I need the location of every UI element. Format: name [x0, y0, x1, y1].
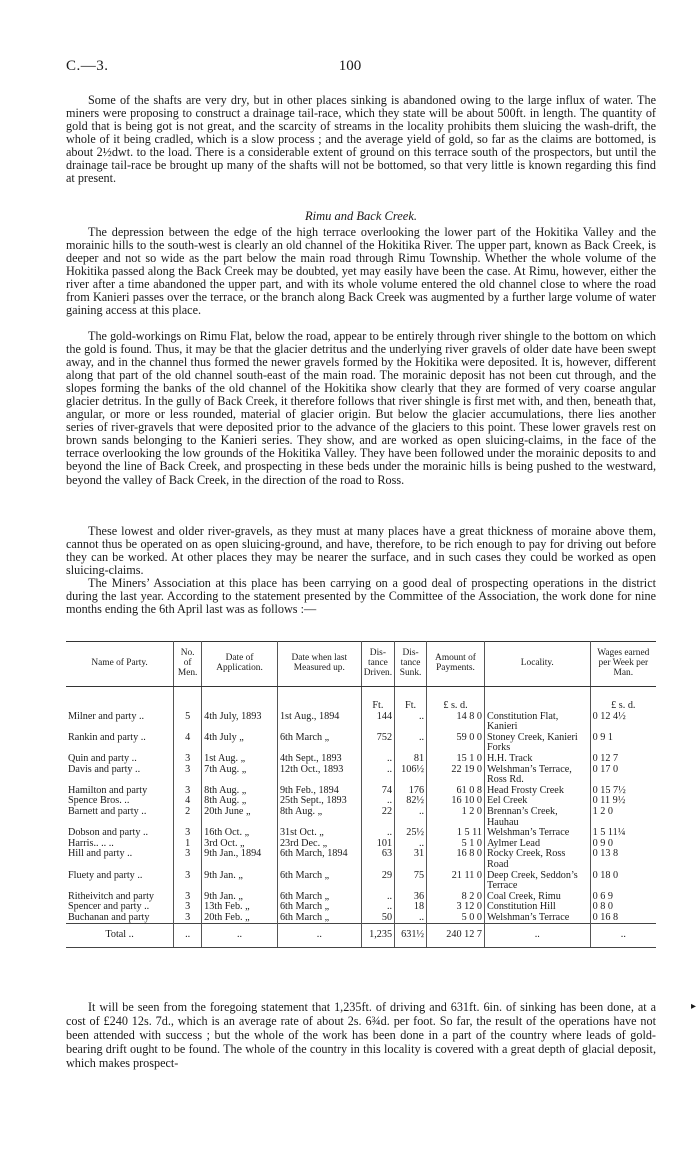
cell-name: Spencer and party ..: [66, 902, 174, 913]
cell-men: 3: [174, 828, 202, 839]
cell-sunk: 25½: [395, 828, 427, 839]
cell-wages: 0 15 7½: [592, 784, 626, 796]
cell-locality: Constitution Hill: [484, 902, 590, 913]
cell-payments: 22 19 0: [427, 765, 485, 786]
total-men: ..: [174, 924, 202, 948]
cell-payments: 21 11 0: [427, 871, 485, 892]
paragraph-conclusion: [66, 1000, 656, 1070]
paragraph-text: It will be seen from the foregoing statement that 1,235ft. of driving and 631ft. 6in. of sinking has been done, at a cost of £240 12s. 7d., which is an average rate of about 2s. 6¾d. per foot. So far, the result of the operations have not been attended with success ; but the whole of the work has been done in a part of the country where leads of gold-bearing drift ought to be found. The whole of the country in this locality is covered with a great depth of glacial deposit, which makes prospect-: [66, 1000, 656, 1071]
paragraph-text: Some of the shafts are very dry, but in other places sinking is abandoned owing to the large influx of water. The miners were proposing to construct a drainage tail-race, which they state will be about 500ft. in length. The quantity of gold that is being got is not great, and the scarcity of streams in the locality prohibits them sluicing the wash-drift, the whole of it being cradled, which is a slow process ; and the average yield of gold, so far as the claims are bottomed, is about 2½dwt. to the load. There is a considerable extent of ground on this terrace south of the prospectors, but until the drainage tail-race be brought up many of the shafts will not be bottomed, so that very little is known regarding this find at present.: [66, 93, 656, 186]
paragraph-text: The gold-workings on Rimu Flat, below the road, appear to be entirely through river shingle to the bottom on which the gold is found. Thus, it may be that the glacier detritus and the underlying river gravels of older date have been swept away, and in the channel thus formed the newer gravels formed by the Hokitika were deposited. It is, however, different along that part of the old channel south-east of the main road. The morainic deposit has not been cut through, and the slopes forming the banks of the old channel of the Hokitika show clearly that they are formed of very coarse angular glacier detritus. In the gully of Back Creek, it therefore follows that river shingle is first met with, and then, beneath that, angular, or more or less rounded, material of glacier origin. But below the glacier accumulations, there lies another series of river-gravels that were deposited prior to the advance of the glaciers to this point. These lower gravels rest on brown sands belonging to the Kanieri series. They show, and are worked as open sluicing-claims, in the face of the terrace overlooking the low grounds of the Hokitika Valley. They have been followed under the morainic deposits to and beyond the line of Back Creek, and prospecting in these beds under the morainic hills is being pushed to the westward, beyond the valley of Back Creek, in the direction of the road to Ross.: [66, 329, 656, 487]
cell-sunk: ..: [395, 712, 427, 733]
total-wages: ..: [590, 924, 656, 948]
cell-wages: 1 5 11¼: [592, 827, 626, 839]
cell-payments: 14 8 0: [427, 712, 485, 733]
cell-payments: 16 8 0: [427, 849, 485, 870]
cell-date-measured: 6th March „: [277, 902, 361, 913]
total-sunk: 631½: [395, 924, 427, 948]
total-label: Total ..: [66, 924, 174, 948]
total-row: [66, 924, 656, 948]
unit-payments: £ s. d.: [427, 687, 485, 712]
cell-name: Milner and party ..: [66, 712, 174, 733]
cell-date-measured: 6th March „: [277, 913, 361, 924]
table-row: [66, 892, 656, 903]
cell-date-app: 13th Feb. „: [202, 902, 278, 913]
cell-men: 3: [174, 754, 202, 765]
cell-men: 3: [174, 892, 202, 903]
cell-locality: Coal Creek, Rimu: [484, 892, 590, 903]
cell-wages: 0 17 0: [592, 763, 619, 775]
cell-locality: Head Frosty Creek: [484, 786, 590, 797]
paragraph-text: These lowest and older river-gravels, as they must at many places have a great thickness of moraine above them, cannot thus be operated on as open sluicing-ground, and have, therefore, to be rich enough to pay for driving out before they can be worked. At other places they may be nearer the surface, and in such cases they could be worked as open sluicing-claims.: [66, 524, 656, 578]
cell-date-measured: 6th March „: [277, 733, 361, 754]
prospecting-table: [66, 641, 656, 948]
cell-driven: ..: [361, 765, 394, 786]
cell-date-measured: 23rd Dec. „: [277, 839, 361, 850]
cell-payments: 61 0 8: [427, 786, 485, 797]
cell-locality: Eel Creek: [484, 796, 590, 807]
col-header-driven: Dis- tance Driven.: [361, 642, 394, 687]
cell-locality: H.H. Track: [484, 754, 590, 765]
cell-driven: 144: [361, 712, 394, 733]
cell-wages: 0 18 0: [592, 869, 619, 881]
cell-date-measured: 25th Sept., 1893: [277, 796, 361, 807]
paragraph-text: The depression between the edge of the high terrace overlooking the lower part of the Hokitika Valley and the morainic hills to the south-west is clearly an old channel of the Hokitika River. The upper part, known as Back Creek, is deeper and not so wide as the part below the main road through Rimu Township. Whether the whole volume of the Hokitika passed along the Back Creek may be doubted, yet may easily have been the case. At Rimu, however, either the river after a time abandoned the upper part, and with its whole volume entered the old channel close to where the road from Kanieri passes over the terrace, or the branch along Back Creek was augmented by a further large volume of water gaining access at this place.: [66, 225, 656, 318]
unit-driven: Ft.: [361, 687, 394, 712]
cell-men: 3: [174, 765, 202, 786]
col-header-name: Name of Party.: [66, 642, 174, 687]
cell-locality: Welshman’s Terrace: [484, 828, 590, 839]
total-date-application: ..: [202, 924, 278, 948]
paragraph-depression: [66, 226, 656, 317]
units-row: [66, 687, 656, 712]
cell-sunk: ..: [395, 807, 427, 828]
cell-sunk: 18: [395, 902, 427, 913]
cell-payments: 5 0 0: [427, 913, 485, 924]
cell-date-app: 3rd Oct. „: [202, 839, 278, 850]
col-header-payments: Amount of Payments.: [427, 642, 485, 687]
cell-payments: 16 10 0: [427, 796, 485, 807]
unit-sunk: Ft.: [395, 687, 427, 712]
cell-date-app: 4th July, 1893: [202, 712, 278, 733]
cell-name: Buchanan and party: [66, 913, 174, 924]
cell-locality: Deep Creek, Seddon’s Terrace: [484, 871, 590, 892]
cell-payments: 3 12 0: [427, 902, 485, 913]
table-row: [66, 796, 656, 807]
total-payments: 240 12 7: [427, 924, 485, 948]
cell-men: 4: [174, 733, 202, 754]
total-driven: 1,235: [361, 924, 394, 948]
table-row: [66, 913, 656, 924]
cell-payments: 1 2 0: [427, 807, 485, 828]
cell-date-measured: 1st Aug., 1894: [277, 712, 361, 733]
cell-date-measured: 6th March „: [277, 871, 361, 892]
cell-men: 3: [174, 871, 202, 892]
cell-driven: 22: [361, 807, 394, 828]
paragraph-text: The Miners’ Association at this place has been carrying on a good deal of prospecting operations in the district during the last year. According to the statement presented by the Committee of the Association, the work done for nine months ending the 6th April last was as follows :—: [66, 576, 656, 617]
table-row: [66, 712, 656, 733]
col-header-date-measured: Date when last Measured up.: [277, 642, 361, 687]
cell-name: Quin and party ..: [66, 754, 174, 765]
cell-name: Davis and party ..: [66, 765, 174, 786]
cell-date-app: 8th Aug. „: [202, 786, 278, 797]
cell-locality: Brennan’s Creek, Hauhau: [484, 807, 590, 828]
cell-sunk: 75: [395, 871, 427, 892]
cell-men: 4: [174, 796, 202, 807]
cell-wages: 0 16 8: [592, 911, 619, 923]
cell-men: 3: [174, 786, 202, 797]
cell-name: Dobson and party ..: [66, 828, 174, 839]
cell-wages: 0 12 7: [592, 752, 619, 764]
cell-sunk: 106½: [395, 765, 427, 786]
table-row: [66, 733, 656, 754]
cell-driven: 752: [361, 733, 394, 754]
cell-wages: 0 11 9½: [592, 795, 626, 807]
cell-payments: 8 2 0: [427, 892, 485, 903]
cell-sunk: ..: [395, 733, 427, 754]
cell-wages: 0 12 4½: [592, 710, 626, 722]
table-row: [66, 807, 656, 828]
cell-wages: 0 13 8: [592, 848, 619, 860]
cell-payments: 5 1 0: [427, 839, 485, 850]
cell-sunk: 31: [395, 849, 427, 870]
cell-locality: Rocky Creek, Ross Road: [484, 849, 590, 870]
cell-name: Barnett and party ..: [66, 807, 174, 828]
table-row: [66, 849, 656, 870]
cell-date-measured: 9th Feb., 1894: [277, 786, 361, 797]
paragraph-river-gravels: [66, 525, 656, 577]
paragraph-miners-association: [66, 577, 656, 616]
cell-men: 5: [174, 712, 202, 733]
cell-locality: Welshman’s Terrace, Ross Rd.: [484, 765, 590, 786]
cell-name: Hill and party ..: [66, 849, 174, 870]
cell-date-measured: 31st Oct. „: [277, 828, 361, 839]
cell-date-app: 16th Oct. „: [202, 828, 278, 839]
cell-date-app: 7th Aug. „: [202, 765, 278, 786]
cell-wages: 1 2 0: [592, 805, 614, 817]
cell-date-app: 9th Jan. „: [202, 892, 278, 903]
cell-payments: 1 5 11: [427, 828, 485, 839]
cell-payments: 15 1 0: [427, 754, 485, 765]
cell-name: Fluety and party ..: [66, 871, 174, 892]
table-row: [66, 754, 656, 765]
cell-name: Hamilton and party: [66, 786, 174, 797]
cell-date-measured: 8th Aug. „: [277, 807, 361, 828]
cell-wages: 0 6 9: [592, 890, 614, 902]
cell-men: 3: [174, 913, 202, 924]
table-row: [66, 765, 656, 786]
cell-date-app: 8th Aug. „: [202, 796, 278, 807]
cell-driven: ..: [361, 902, 394, 913]
cell-driven: ..: [361, 828, 394, 839]
cell-driven: 50: [361, 913, 394, 924]
col-header-sunk: Dis- tance Sunk.: [395, 642, 427, 687]
paragraph-shafts: [66, 94, 656, 185]
col-header-wages: Wages earned per Week per Man.: [590, 642, 656, 687]
cell-sunk: 82½: [395, 796, 427, 807]
margin-mark: ▸: [690, 1001, 696, 1012]
cell-men: 1: [174, 839, 202, 850]
cell-wages: 0 9 0: [592, 837, 614, 849]
cell-date-measured: 6th March „: [277, 892, 361, 903]
cell-date-app: 4th July „: [202, 733, 278, 754]
cell-driven: ..: [361, 754, 394, 765]
cell-sunk: 176: [395, 786, 427, 797]
cell-locality: Constitution Flat, Kanieri: [484, 712, 590, 733]
table-row: [66, 828, 656, 839]
cell-date-measured: 6th March, 1894: [277, 849, 361, 870]
cell-date-app: 9th Jan., 1894: [202, 849, 278, 870]
cell-locality: Welshman’s Terrace: [484, 913, 590, 924]
cell-locality: Aylmer Lead: [484, 839, 590, 850]
cell-driven: 63: [361, 849, 394, 870]
cell-name: Ritheivitch and party: [66, 892, 174, 903]
total-date-measured: ..: [277, 924, 361, 948]
cell-sunk: ..: [395, 839, 427, 850]
cell-driven: 29: [361, 871, 394, 892]
page-header: [66, 58, 634, 80]
paragraph-gold-workings: [66, 330, 656, 487]
page-number: 100: [338, 58, 362, 74]
cell-date-app: 9th Jan. „: [202, 871, 278, 892]
cell-driven: 74: [361, 786, 394, 797]
cell-driven: 101: [361, 839, 394, 850]
col-header-locality: Locality.: [484, 642, 590, 687]
cell-wages: 0 8 0: [592, 901, 614, 913]
cell-name: Rankin and party ..: [66, 733, 174, 754]
table-row: [66, 839, 656, 850]
table-header-row: [66, 642, 656, 687]
col-header-men: No. of Men.: [174, 642, 202, 687]
cell-wages: 0 9 1: [592, 731, 614, 743]
cell-driven: ..: [361, 892, 394, 903]
cell-date-app: 20th Feb. „: [202, 913, 278, 924]
cell-locality: Stoney Creek, Kanieri Forks: [484, 733, 590, 754]
col-header-date-application: Date of Application.: [202, 642, 278, 687]
cell-men: 2: [174, 807, 202, 828]
cell-payments: 59 0 0: [427, 733, 485, 754]
cell-date-measured: 4th Sept., 1893: [277, 754, 361, 765]
section-heading: Rimu and Back Creek.: [305, 209, 417, 223]
cell-date-measured: 12th Oct., 1893: [277, 765, 361, 786]
cell-men: 3: [174, 849, 202, 870]
cell-date-app: 20th June „: [202, 807, 278, 828]
unit-wages: £ s. d.: [611, 700, 636, 711]
cell-sunk: ..: [395, 913, 427, 924]
cell-sunk: 81: [395, 754, 427, 765]
total-locality: ..: [484, 924, 590, 948]
table-row: [66, 786, 656, 797]
cell-name: Harris.. .. ..: [66, 839, 174, 850]
cell-date-app: 1st Aug. „: [202, 754, 278, 765]
cell-driven: ..: [361, 796, 394, 807]
cell-sunk: 36: [395, 892, 427, 903]
cell-name: Spence Bros. ..: [66, 796, 174, 807]
document-reference: C.—3.: [66, 58, 109, 74]
table-row: [66, 871, 656, 892]
cell-men: 3: [174, 902, 202, 913]
